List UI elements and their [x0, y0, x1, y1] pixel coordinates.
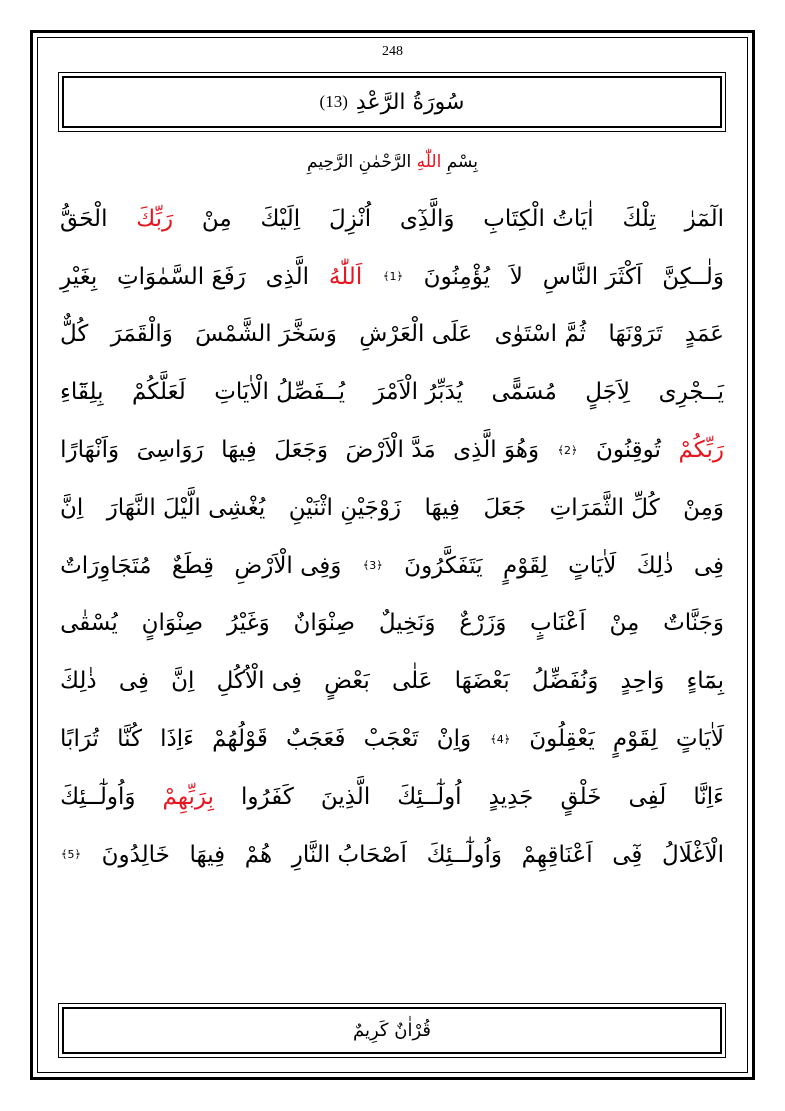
word: فِى الْاُكُلِ: [216, 668, 302, 695]
word: كَفَرُوا: [241, 783, 294, 810]
word: بَعْضَهَا: [454, 668, 510, 695]
word: مُسَمًّى: [491, 379, 557, 406]
word: اُنْزِلَ: [328, 205, 372, 232]
word: لَاٰيَاتٍ: [675, 726, 724, 753]
basmala-part1: بِسْمِ: [446, 152, 478, 172]
word: جَعَلَ: [483, 494, 527, 521]
word: لِقَوْمٍ: [612, 726, 658, 753]
text-line: [60, 710, 724, 768]
word: وَالَّذِٓى: [399, 205, 455, 232]
word: اٰيَاتُ الْكِتَابِ: [483, 205, 594, 232]
word: يُدَبِّرُ الْاَمْرَ: [373, 379, 463, 406]
word: فِٓى: [612, 841, 643, 868]
word-divine-name: رَبِّكُمْ: [678, 437, 724, 464]
word: وَجَعَلَ: [274, 437, 329, 464]
word: اِنَّ: [171, 668, 195, 695]
ayah-number-marker: ﴿5﴾: [61, 848, 81, 862]
word: فِى: [693, 552, 724, 579]
text-line: [60, 306, 724, 364]
ayah-number-marker: ﴿3﴾: [362, 559, 383, 573]
basmala: [0, 152, 785, 172]
word: يَتَفَكَّرُونَ: [404, 552, 483, 579]
word: قَوْلُهُمْ: [212, 726, 268, 753]
word: تَعْجَبْ: [363, 726, 419, 753]
word: ثُمَّ اسْتَوٰى: [494, 321, 587, 348]
text-line: [60, 652, 724, 710]
word: الَّذِى: [265, 263, 310, 290]
word: وَسَخَّرَ الشَّمْسَ: [195, 321, 337, 348]
word: بِلِقَٓاءِ: [60, 379, 104, 406]
ayah-number-marker: ﴿2﴾: [557, 443, 578, 457]
word: لَفِى: [628, 783, 667, 810]
word: تُرَابًا: [60, 726, 99, 753]
word: لِاَجَلٍ: [585, 379, 631, 406]
word: اِلَيْكَ: [260, 205, 301, 232]
word: جَدِيدٍ: [488, 783, 534, 810]
word: وَغَيْرُ: [226, 610, 270, 637]
word: كُلٌّ: [60, 321, 89, 348]
word: عَلٰى: [391, 668, 433, 695]
footer-box: [58, 1003, 726, 1058]
word: فِيهَا: [424, 494, 461, 521]
word-divine-name: اَللّٰهُ: [328, 263, 363, 290]
word: يُؤْمِنُونَ: [423, 263, 490, 290]
word: تِلْكَ: [622, 205, 656, 232]
text-line: [60, 826, 724, 884]
word: فِيهَا: [221, 437, 257, 464]
word: لَاٰيَاتٍ: [568, 552, 617, 579]
surah-name: سُورَةُ الرَّعْدِ: [355, 89, 465, 115]
word: بَعْضٍ: [324, 668, 370, 695]
quran-text-block: [60, 190, 724, 884]
word: مَدَّ الْاَرْضَ: [345, 437, 436, 464]
surah-title: [320, 90, 465, 115]
word: كُلِّ الثَّمَرَاتِ: [549, 494, 660, 521]
text-line: [60, 190, 724, 248]
word: لاَ: [509, 263, 523, 290]
word: وَنُفَضِّلُ: [531, 668, 599, 695]
word: خَالِدُونَ: [101, 841, 170, 868]
word: اَكْثَرَ النَّاسِ: [542, 263, 643, 290]
word: زَوْجَيْنِ اثْنَيْنِ: [288, 494, 402, 521]
word: وَالْقَمَرَ: [110, 321, 173, 348]
word: فَعَجَبٌ: [286, 726, 346, 753]
basmala-allah: اللّٰهِ: [416, 152, 442, 172]
text-line: [60, 768, 724, 826]
word: يُسْقٰى: [60, 610, 118, 637]
word: صِنْوَانٍ: [141, 610, 204, 637]
word: وَاِنْ: [436, 726, 472, 753]
word: تَرَوْنَهَا: [608, 321, 663, 348]
word: ءَاِنَّا: [693, 783, 724, 810]
word: رَفَعَ السَّمٰوَاتِ: [117, 263, 246, 290]
word: لِقَوْمٍ: [502, 552, 548, 579]
word: صِنْوَانٌ: [293, 610, 356, 637]
word: وَاحِدٍ: [620, 668, 665, 695]
text-line: [60, 421, 724, 479]
word: خَلْقٍ: [560, 783, 602, 810]
word: فِى: [118, 668, 149, 695]
word: مِنْ: [201, 205, 232, 232]
word: وَلٰــكِنَّ: [662, 263, 724, 290]
word: عَمَدٍ: [684, 321, 724, 348]
word: لَعَلَّكُمْ: [132, 379, 186, 406]
surah-header-inner: [62, 76, 722, 128]
surah-header: [58, 72, 726, 132]
word: اَصْحَابُ النَّارِ: [291, 841, 407, 868]
word: اَعْنَابٍ: [530, 610, 586, 637]
text-line: [60, 363, 724, 421]
word-divine-name: بِرَبِّهِمْ: [162, 783, 214, 810]
page-number: 248: [382, 44, 403, 59]
text-line: [60, 595, 724, 653]
word: اِنَّ: [60, 494, 84, 521]
word: تُوقِنُونَ: [595, 437, 661, 464]
word: الْحَقُّ: [60, 205, 108, 232]
word: ءَاِذَا: [160, 726, 194, 753]
ayah-number-marker: ﴿1﴾: [382, 270, 403, 284]
word: مُتَجَاوِرَاتٌ: [60, 552, 152, 579]
footer-text: قُرْاٰنٌ كَرِيمٌ: [353, 1020, 431, 1041]
word: يُغْشِى الَّيْلَ النَّهَارَ: [106, 494, 266, 521]
word: الْاَغْلَالُ: [662, 841, 724, 868]
word: الَّذِينَ: [320, 783, 371, 810]
word: وَمِنْ: [683, 494, 724, 521]
surah-number: (13): [319, 92, 348, 111]
word: يَــجْرِى: [658, 379, 724, 406]
word: كُنَّا: [117, 726, 142, 753]
word: يُــفَصِّلُ الْاٰيَاتِ: [214, 379, 346, 406]
word: بِمَٓاءٍ: [686, 668, 724, 695]
word: رَوَاسِىَ: [136, 437, 204, 464]
word: وَاُولٰٓــئِكَ: [426, 841, 502, 868]
word: عَلَى الْعَرْشِ: [359, 321, 473, 348]
word: قِطَعٌ: [171, 552, 214, 579]
text-line: [60, 479, 724, 537]
text-line: [60, 248, 724, 306]
basmala-part2: الرَّحْمٰنِ الرَّحِيمِ: [307, 152, 412, 172]
word: اَعْنَاقِهِمْ: [521, 841, 593, 868]
word: مِنْ: [609, 610, 640, 637]
word: ذٰلِكَ: [636, 552, 674, 579]
word: فِيهَا: [189, 841, 226, 868]
word: ذٰلِكَ: [60, 668, 97, 695]
word: يَعْقِلُونَ: [529, 726, 595, 753]
word: وَهُوَ الَّذِى: [453, 437, 540, 464]
word: وَاُولٰٓــئِكَ: [60, 783, 136, 810]
word: هُمْ: [244, 841, 273, 868]
word: الٓمٓرٰ: [684, 205, 724, 232]
word: وَفِى الْاَرْضِ: [234, 552, 342, 579]
text-line: [60, 537, 724, 595]
word: بِغَيْرِ: [60, 263, 98, 290]
ayah-number-marker: ﴿4﴾: [490, 732, 511, 746]
word: وَزَرْعٌ: [459, 610, 507, 637]
footer-box-inner: [62, 1007, 722, 1054]
word: وَاَنْهَارًا: [60, 437, 120, 464]
word: وَنَخِيلٌ: [378, 610, 436, 637]
word: اُولٰٓــئِكَ: [397, 783, 462, 810]
word-divine-name: رَبِّكَ: [136, 205, 174, 232]
word: وَجَنَّاتٌ: [663, 610, 724, 637]
